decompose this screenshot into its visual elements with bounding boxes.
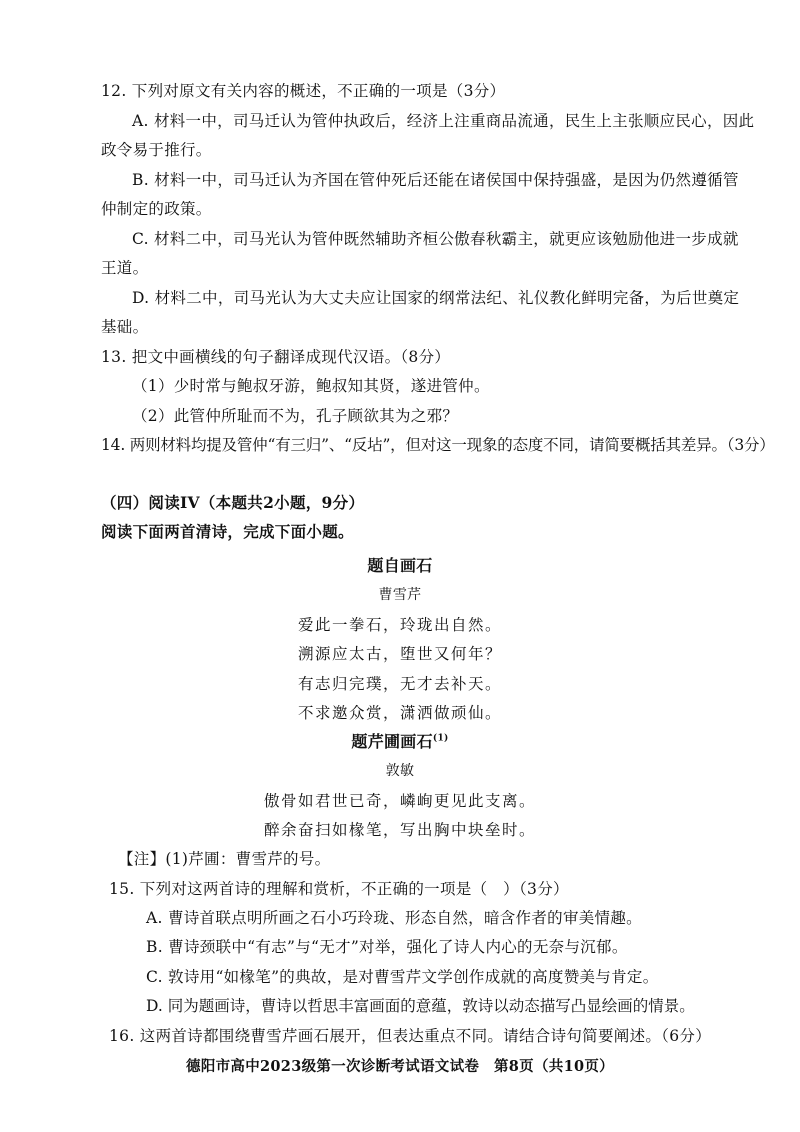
q15-option-a: A. 曹诗首联点明所画之石小巧玲珑、形态自然，暗含作者的审美情趣。 — [146, 909, 642, 927]
poem2-line-2: 醉余奋扫如椽笔，写出胸中块垒时。 — [263, 821, 536, 839]
poem1-line-1: 爱此一拳石，玲珑出自然。 — [297, 616, 502, 634]
q16-stem: 16. 这两首诗都围绕曹雪芹画石展开，但表达重点不同。请结合诗句简要阐述。（6分） — [109, 1027, 711, 1045]
q13-sentence-2: （2）此管仲所耻而不为，孔子顾欲其为之邪？ — [132, 407, 459, 425]
q15-option-c: C. 敦诗用“如椽笔”的典故，是对曹雪芹文学创作成就的高度赞美与肯定。 — [146, 968, 659, 986]
poem1-line-2: 溯源应太古，堕世又何年？ — [297, 645, 502, 663]
poem1-line-3: 有志归完璞，无才去补天。 — [297, 675, 502, 693]
q12-option-b-line2: 仲制定的政策。 — [101, 200, 212, 218]
poem-note: 【注】(1)芹圃：曹雪芹的号。 — [118, 850, 331, 868]
section-title: （四）阅读IV（本题共2小题，9分） — [101, 493, 365, 512]
q12-option-d-line2: 基础。 — [101, 318, 149, 336]
q15-option-b: B. 曹诗颈联中“有志”与“无才”对举，强化了诗人内心的无奈与沉郁。 — [146, 938, 628, 956]
q13-stem: 13. 把文中画横线的句子翻译成现代汉语。（8分） — [101, 348, 451, 366]
q14-stem: 14. 两则材料均提及管仲“有三归”、“反坫”，但对这一现象的态度不同，请简要概括其差异。（3分） — [101, 436, 775, 454]
q12-option-a-line2: 政令易于推行。 — [101, 141, 212, 159]
poem2-author: 敦敏 — [385, 763, 415, 779]
poem1-line-4: 不求邀众赏，潇洒做顽仙。 — [297, 704, 502, 722]
poem1-author: 曹雪芹 — [378, 587, 422, 603]
q13-sentence-1: （1）少时常与鲍叔牙游，鲍叔知其贤，遂进管仲。 — [132, 377, 490, 395]
q12-option-a-line1: A. 材料一中，司马迁认为管仲执政后，经济上注重商品流通，民生上主张顺应民心，因此 — [132, 112, 755, 130]
section-instruction: 阅读下面两首清诗，完成下面小题。 — [101, 522, 354, 541]
q15-stem: 15. 下列对这两首诗的理解和赏析，不正确的一项是（ ）（3分） — [109, 880, 569, 898]
poem2-title: 题芹圃画石 — [351, 732, 433, 751]
poem2-title-wrap — [0, 731, 800, 753]
q12-option-d-line1: D. 材料二中，司马光认为大丈夫应让国家的纲常法纪、礼仪教化鲜明完备，为后世奠定 — [132, 289, 740, 307]
q12-option-c-line2: 王道。 — [101, 259, 149, 277]
q12-option-b-line1: B. 材料一中，司马迁认为齐国在管仲死后还能在诸侯国中保持强盛，是因为仍然遵循管 — [132, 171, 739, 189]
poem2-title-note-marker: (1) — [432, 733, 449, 744]
q15-option-d: D. 同为题画诗，曹诗以哲思丰富画面的意蕴，敦诗以动态描写凸显绘画的情景。 — [146, 997, 695, 1015]
page-footer: 德阳市高中2023级第一次诊断考试语文试卷 第8页（共10页） — [186, 1058, 614, 1075]
q12-stem: 12. 下列对原文有关内容的概述，不正确的一项是（3分） — [101, 82, 506, 100]
q12-option-c-line1: C. 材料二中，司马光认为管仲既然辅助齐桓公傲春秋霸主，就更应该勉励他进一步成就 — [132, 230, 739, 248]
poem2-line-1: 傲骨如君世已奇，嶙峋更见此支离。 — [263, 792, 536, 810]
poem1-title: 题自画石 — [367, 556, 433, 575]
